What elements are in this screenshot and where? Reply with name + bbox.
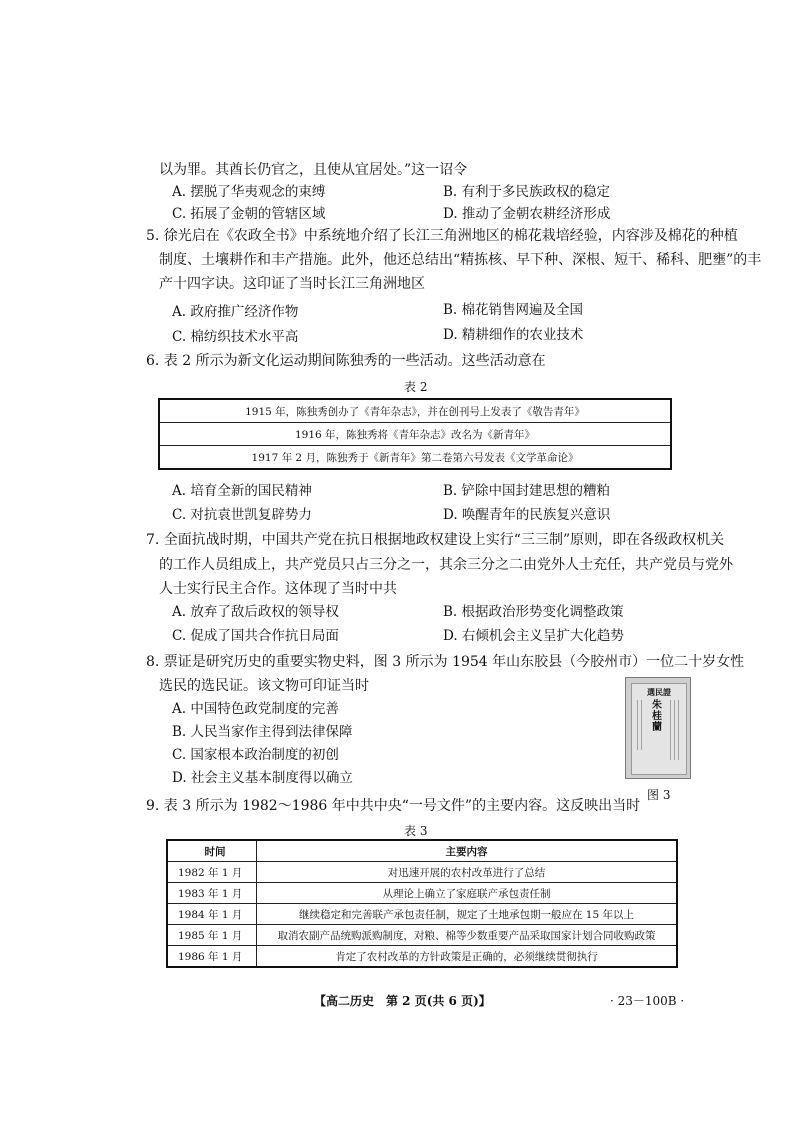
- table-row: [167, 925, 677, 946]
- q9-stem: 9. 表 3 所示为 1982～1986 年中共中央“一号文件”的主要内容。这反映出当时: [146, 798, 641, 814]
- q7-stem-line2: 的工作人员组成上，共产党员只占三分之一，其余三分之二由党外人士充任，共产党员与党外: [159, 557, 733, 573]
- photo-name: 朱桂蘭: [652, 700, 662, 733]
- q6-option-d: D. 唤醒青年的民族复兴意识: [443, 507, 611, 523]
- table-cell: 1983 年 1 月: [167, 883, 257, 904]
- q7-stem-line3: 人士实行民主合作。这体现了当时中共: [159, 581, 397, 597]
- q4-option-b: B. 有利于多民族政权的稳定: [443, 184, 611, 200]
- table-cell: 1985 年 1 月: [167, 925, 257, 946]
- q4-stem-tail: 以为罪。其酋长仍官之，且使从宜居处。”这一诏令: [159, 162, 468, 178]
- table-header: 时间: [167, 840, 257, 862]
- table-row: [167, 946, 677, 968]
- q7-option-d: D. 右倾机会主义呈扩大化趋势: [443, 628, 624, 644]
- table-2: [158, 398, 672, 470]
- q4-option-d: D. 推动了金朝农耕经济形成: [443, 206, 611, 222]
- q5-stem-line3: 产十四字诀。这印证了当时长江三角洲地区: [159, 276, 425, 292]
- q6-option-a: A. 培育全新的国民精神: [172, 483, 312, 499]
- table-cell: 对迅速开展的农村改革进行了总结: [257, 862, 678, 883]
- q5-option-a: A. 政府推广经济作物: [172, 304, 299, 320]
- figure3-caption: 图 3: [647, 788, 671, 802]
- table-cell: 从理论上确立了家庭联产承包责任制: [257, 883, 678, 904]
- table-row: [167, 904, 677, 925]
- q8-option-c: C. 国家根本政治制度的初创: [172, 747, 339, 763]
- photo-title: 選民證: [647, 687, 671, 697]
- q5-stem-line2: 制度、土壤耕作和丰产措施。此外，他还总结出“精拣核、早下种、深根、短干、稀科、肥壅”的丰: [159, 252, 762, 268]
- q7-stem-line1: 7. 全面抗战时期，中国共产党在抗日根据地政权建设上实行“三三制”原则，即在各级政权机关: [146, 532, 725, 548]
- q8-option-b: B. 人民当家作主得到法律保障: [172, 724, 353, 740]
- q8-stem-line1: 8. 票证是研究历史的重要实物史料，图 3 所示为 1954 年山东胶县（今胶州市）一位二十岁女性: [146, 654, 745, 670]
- q7-option-c: C. 促成了国共合作抗日局面: [172, 628, 339, 644]
- q8-option-a: A. 中国特色政党制度的完善: [172, 701, 339, 717]
- page-footer: 【高二历史 第 2 页(共 6 页)】: [314, 994, 491, 1008]
- table-cell: 继续稳定和完善联产承包责任制，规定了土地承包期一般应在 15 年以上: [257, 904, 678, 925]
- table-header-row: [167, 840, 677, 862]
- table-cell: 肯定了农村改革的方针政策是正确的，必须继续贯彻执行: [257, 946, 678, 968]
- table-cell: 1984 年 1 月: [167, 904, 257, 925]
- q6-stem: 6. 表 2 所示为新文化运动期间陈独秀的一些活动。这些活动意在: [146, 353, 546, 369]
- q5-option-b: B. 棉花销售网遍及全国: [443, 302, 584, 318]
- q5-option-d: D. 精耕细作的农业技术: [443, 327, 584, 343]
- table-header: 主要内容: [257, 840, 678, 862]
- q8-stem-line2: 选民的选民证。该文物可印证当时: [159, 678, 369, 694]
- table-row: [167, 862, 677, 883]
- q5-option-c: C. 棉纺织技术水平高: [172, 329, 299, 345]
- table-row: [159, 399, 671, 423]
- table3-caption: 表 3: [404, 824, 428, 838]
- q6-option-c: C. 对抗袁世凯复辟势力: [172, 507, 312, 523]
- table-row: [159, 446, 671, 470]
- q6-option-b: B. 铲除中国封建思想的糟粕: [443, 483, 611, 499]
- paper-code: · 23－100B ·: [610, 994, 685, 1008]
- table-row: [167, 883, 677, 904]
- table-cell: 1915 年，陈独秀创办了《青年杂志》，并在创刊号上发表了《敬告青年》: [159, 399, 671, 423]
- q7-option-b: B. 根据政治形势变化调整政策: [443, 604, 624, 620]
- table-cell: 1982 年 1 月: [167, 862, 257, 883]
- table-cell: 1917 年 2 月，陈独秀于《新青年》第二卷第六号发表《文学革命论》: [159, 446, 671, 470]
- table-cell: 取消农副产品统购派购制度，对粮、棉等少数重要产品采取国家计划合同收购政策: [257, 925, 678, 946]
- table-3: [166, 839, 678, 968]
- q5-stem-line1: 5. 徐光启在《农政全书》中系统地介绍了长江三角洲地区的棉花栽培经验，内容涉及棉花的种植: [146, 228, 738, 244]
- voter-certificate-photo: [625, 677, 691, 779]
- q7-option-a: A. 放弃了敌后政权的领导权: [172, 604, 339, 620]
- q4-option-c: C. 拓展了金朝的管辖区域: [172, 206, 326, 222]
- table2-caption: 表 2: [404, 380, 428, 394]
- table-cell: 1916 年，陈独秀将《青年杂志》改名为《新青年》: [159, 423, 671, 446]
- q8-option-d: D. 社会主义基本制度得以确立: [172, 770, 353, 786]
- table-row: [159, 423, 671, 446]
- q4-option-a: A. 摆脱了华夷观念的束缚: [172, 184, 326, 200]
- table-cell: 1986 年 1 月: [167, 946, 257, 968]
